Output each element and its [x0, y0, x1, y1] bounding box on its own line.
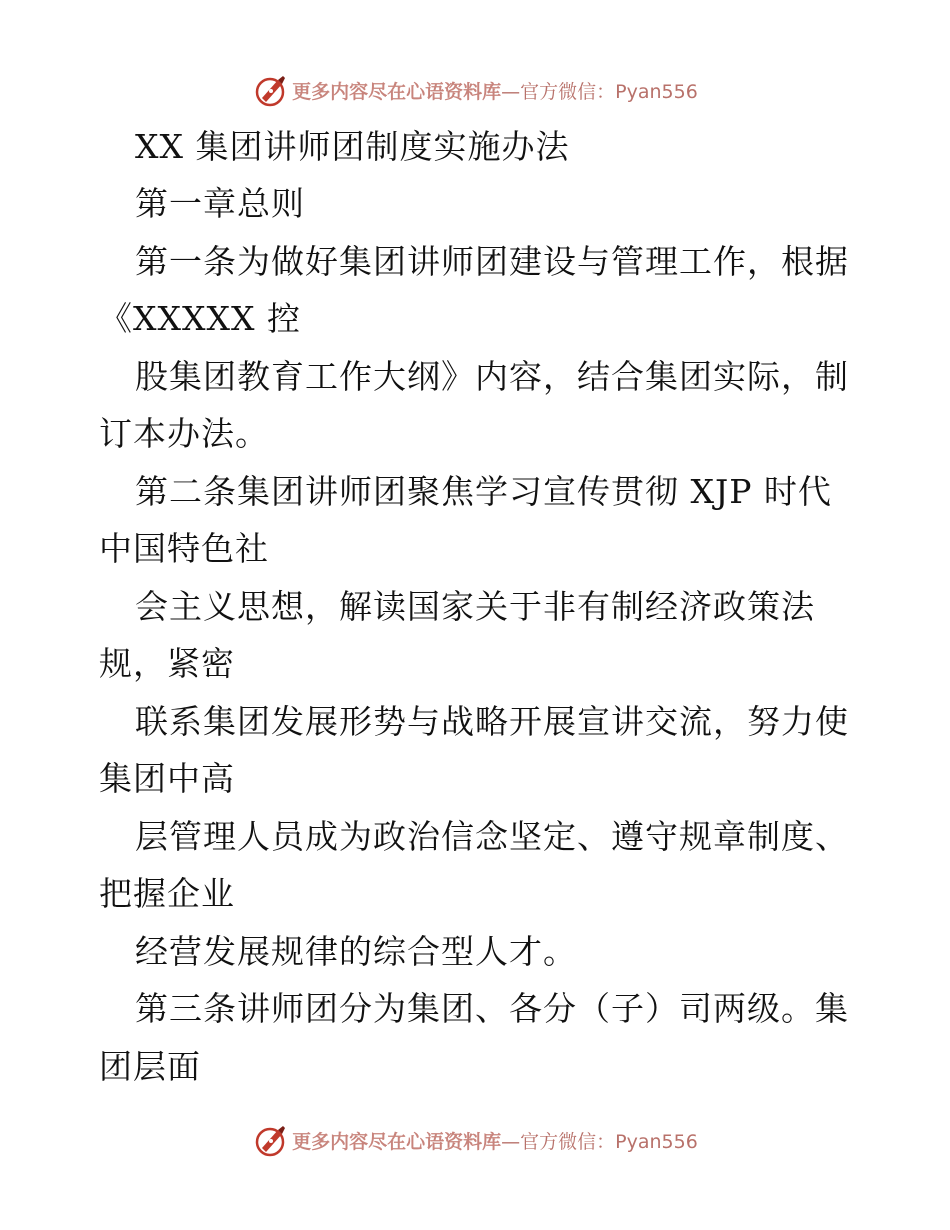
paragraph-line: 第一条为做好集团讲师团建设与管理工作，根据 [135, 242, 849, 281]
paragraph-line: 中国特色社 [99, 529, 269, 568]
paragraph-line: 股集团教育工作大纲》内容，结合集团实际，制 [135, 357, 849, 396]
footer-banner [0, 1120, 950, 1160]
document-title: XX 集团讲师团制度实施办法 [135, 127, 570, 166]
paragraph-line: 层管理人员成为政治信念坚定、遵守规章制度、 [135, 817, 849, 856]
paragraph-line: 规，紧密 [99, 644, 235, 683]
paragraph-line: 订本办法。 [99, 414, 269, 453]
pen-nib-circle-icon [252, 1122, 288, 1158]
footer-banner-text [292, 1127, 698, 1154]
paragraph-line: 经营发展规律的综合型人才。 [135, 932, 577, 971]
paragraph-line: 联系集团发展形势与战略开展宣讲交流，努力使 [135, 702, 849, 741]
footer-banner-official: —官方微信：Pyan556 [501, 1130, 698, 1153]
header-banner-official: —官方微信：Pyan556 [501, 80, 698, 103]
header-banner-main: 更多内容尽在心语资料库 [292, 80, 502, 103]
header-banner-text [292, 77, 698, 104]
paragraph-line: 《XXXXX 控 [99, 299, 301, 338]
pen-nib-circle-icon [252, 72, 288, 108]
footer-banner-main: 更多内容尽在心语资料库 [292, 1130, 502, 1153]
chapter-heading: 第一章总则 [135, 184, 305, 223]
paragraph-line: 会主义思想，解读国家关于非有制经济政策法 [135, 587, 815, 626]
paragraph-line: 集团中高 [99, 759, 235, 798]
paragraph-line: 把握企业 [99, 874, 235, 913]
paragraph-line: 第三条讲师团分为集团、各分（子）司两级。集 [135, 989, 849, 1028]
paragraph-line: 第二条集团讲师团聚焦学习宣传贯彻 XJP 时代 [135, 472, 832, 511]
header-banner [0, 70, 950, 110]
paragraph-line: 团层面 [99, 1047, 201, 1086]
